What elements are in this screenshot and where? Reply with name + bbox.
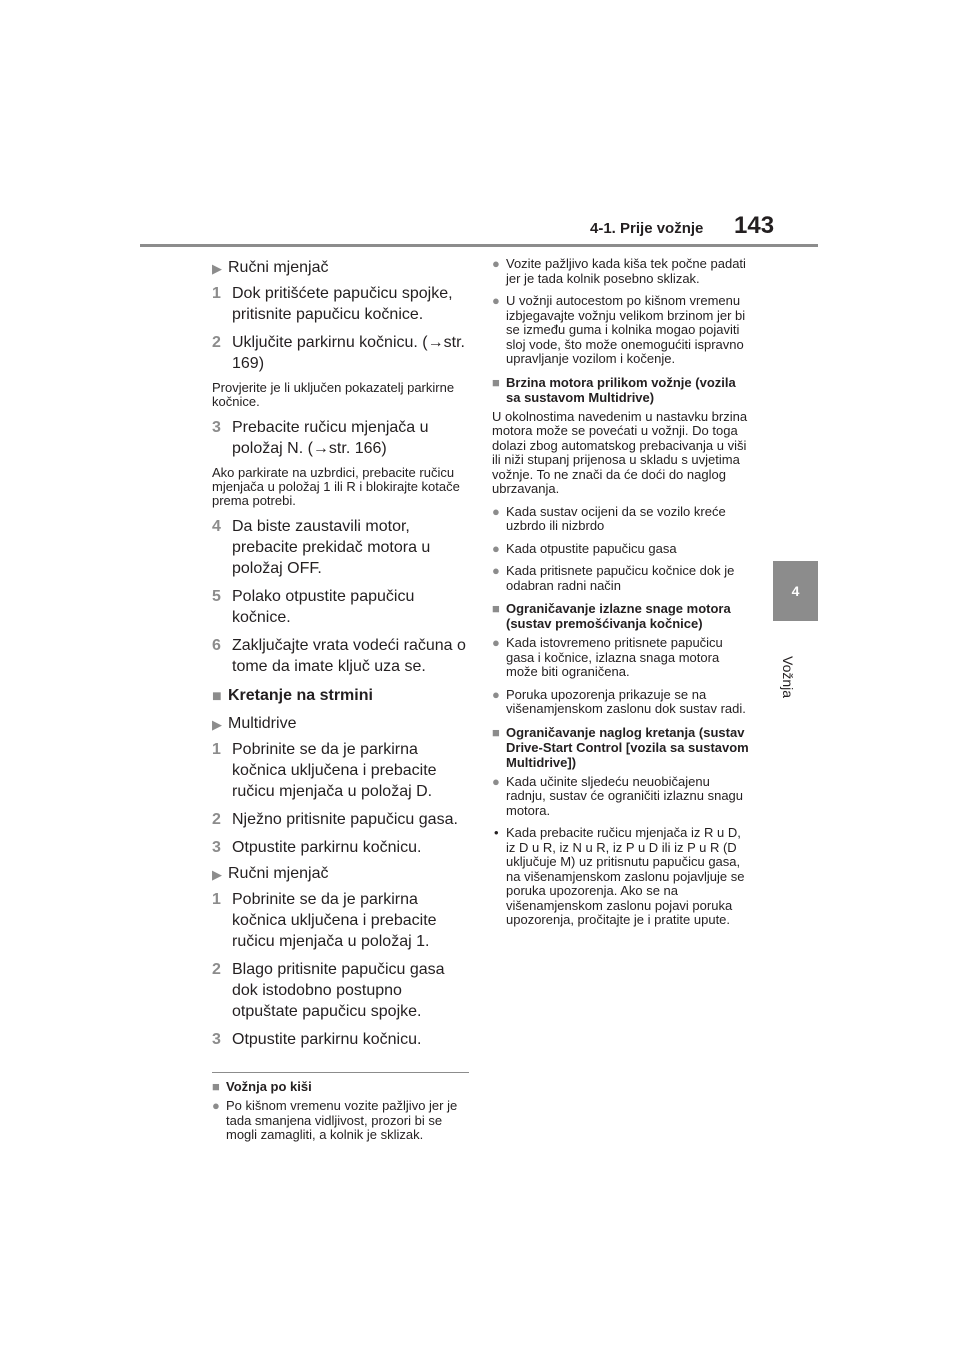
heading-slope: ■ Kretanje na strmini [212, 687, 373, 705]
heading-engine-speed: ■ Brzina motora prilikom vožnje (vozila sa sustavom Multidrive) [492, 374, 736, 405]
bullet-icon: ● [492, 563, 500, 578]
step: 1 Pobrinite se da je parkirna kočnica uključena i prebacite ručicu mjenjača u položaj D. [212, 741, 437, 800]
subheading-manual-2: ▶ Ručni mjenjač [212, 865, 329, 882]
bullet-icon: ● [492, 256, 500, 271]
square-icon: ■ [492, 374, 500, 390]
bullet-icon: ● [492, 293, 500, 308]
section-title: 4-1. Prije vožnje [590, 220, 704, 237]
step: 2 Blago pritisnite papučicu gasa dok istodobno postupno otpuštate papučicu spojke. [212, 961, 445, 1020]
left-column [212, 253, 472, 1151]
bullet-icon: ● [492, 503, 500, 519]
bullet-icon: ● [212, 1098, 220, 1113]
square-icon: ■ [212, 688, 222, 705]
square-icon: ■ [492, 601, 500, 616]
step: 2 Uključite parkirnu kočnicu. (→str. 169) [212, 334, 465, 372]
bullet-icon: ● [492, 686, 500, 702]
step: 4 Da biste zaustavili motor, prebacite prekidač motora u položaj OFF. [212, 518, 431, 577]
bullet-item: ● Kada istovremeno pritisnete papučicu gasa i kočnice, izlazna snaga motora može biti ograničena. [492, 635, 723, 679]
section-divider [212, 1072, 469, 1073]
heading-power-limit: ■ Ograničavanje izlazne snage motora (sustav premošćivanja kočnice) [492, 601, 731, 631]
triangle-icon: ▶ [212, 261, 222, 276]
bullet-item: ● Kada učinite sljedeću neuobičajenu radnju, sustav će ograničiti izlaznu snagu motora. [492, 773, 744, 818]
square-icon: ■ [212, 1079, 220, 1094]
step: 3 Prebacite ručicu mjenjača u položaj N. (→str. 166) [212, 419, 429, 457]
bullet-item: ● Poruka upozorenja prikazuje se na višenamjenskom zaslonu dok sustav radi. [492, 686, 746, 716]
step: 5 Polako otpustite papučicu kočnice. [212, 588, 415, 626]
square-icon: ■ [492, 724, 500, 740]
bullet-icon: ● [492, 773, 500, 789]
right-column [492, 253, 750, 934]
step: 2 Nježno pritisnite papučicu gasa. [212, 811, 458, 828]
chapter-tab: 4 [773, 561, 818, 621]
bullet-icon: ● [492, 540, 500, 556]
paragraph: U okolnostima navedenim u nastavku brzina motora može se povećati u vožnji. Do toga dolazi zbog automatskog prebacivanja u viši ili niži stupanj prijenosa u skladu s uvjetima vožnje. To ne znači da će doći do naglog ubrzavanja. [492, 408, 748, 496]
bullet-item: ● Kada otpustite papučicu gasa [492, 540, 677, 556]
bullet-icon: ● [492, 635, 500, 650]
step: 3 Otpustite parkirnu kočnicu. [212, 1031, 422, 1048]
subheading-multidrive: ▶ Multidrive [212, 715, 297, 732]
bullet-item: ● Kada pritisnete papučicu kočnice dok je odabran radni način [492, 563, 735, 593]
bullet-item: ● U vožnji autocestom po kišnom vremenu izbjegavajte vožnju velikom brzinom jer bi se između guma i kolnika mogao pojaviti sloj vode, što može onemogućiti ispravno upravljanje vozilom i kočenje. [492, 293, 746, 366]
triangle-icon: ▶ [212, 717, 222, 732]
page-number: 143 [734, 212, 775, 239]
chapter-label: Vožnja [780, 656, 796, 699]
heading-rain: ■ Vožnja po kiši [212, 1079, 312, 1094]
triangle-icon: ▶ [212, 867, 222, 882]
step: 3 Otpustite parkirnu kočnicu. [212, 839, 422, 856]
bullet-item: ● Po kišnom vremenu vozite pažljivo jer je tada smanjena vidljivost, prozori bi se mogli zamagliti, a kolnik je sklizak. [212, 1098, 458, 1142]
header-rule [140, 244, 818, 247]
page-header [0, 210, 960, 250]
step: 1 Pobrinite se da je parkirna kočnica uključena i prebacite ručicu mjenjača u položaj 1. [212, 891, 437, 950]
note: Ako parkirate na uzbrdici, prebacite ručicu mjenjača u položaj 1 ili R i blokirajte kotače prema potrebi. [212, 465, 460, 508]
note: Provjerite je li uključen pokazatelj parkirne kočnice. [212, 380, 455, 409]
step: 6 Zaključajte vrata vodeći računa o tome da imate ključ uza se. [212, 637, 466, 675]
bullet-item: ● Vozite pažljivo kada kiša tek počne padati jer je tada kolnik posebno sklizak. [492, 256, 746, 286]
heading-drive-start-control: ■ Ograničavanje naglog kretanja (sustav Drive-Start Control [vozila sa sustavom Multidrive]) [492, 724, 749, 770]
bullet-item: ● Kada sustav ocijeni da se vozilo kreće uzbrdo ili nizbrdo [492, 503, 726, 533]
dash-item: • Kada prebacite ručicu mjenjača iz R u D, iz D u R, iz N u R, iz P u D ili iz P u R (D uključuje M) uz pritisnutu papučicu gasa, na višenamjenskom zaslonu pojavljuje se poruka upozorenja. Ako se na višenamjenskom zaslonu pojavi poruka upozorenja, pročitajte je i pratite upute. [494, 825, 745, 927]
subheading-manual: ▶ Ručni mjenjač [212, 259, 329, 276]
step: 1 Dok pritišćete papučicu spojke, pritisnite papučicu kočnice. [212, 285, 453, 323]
dash-bullet-icon: • [494, 825, 499, 840]
